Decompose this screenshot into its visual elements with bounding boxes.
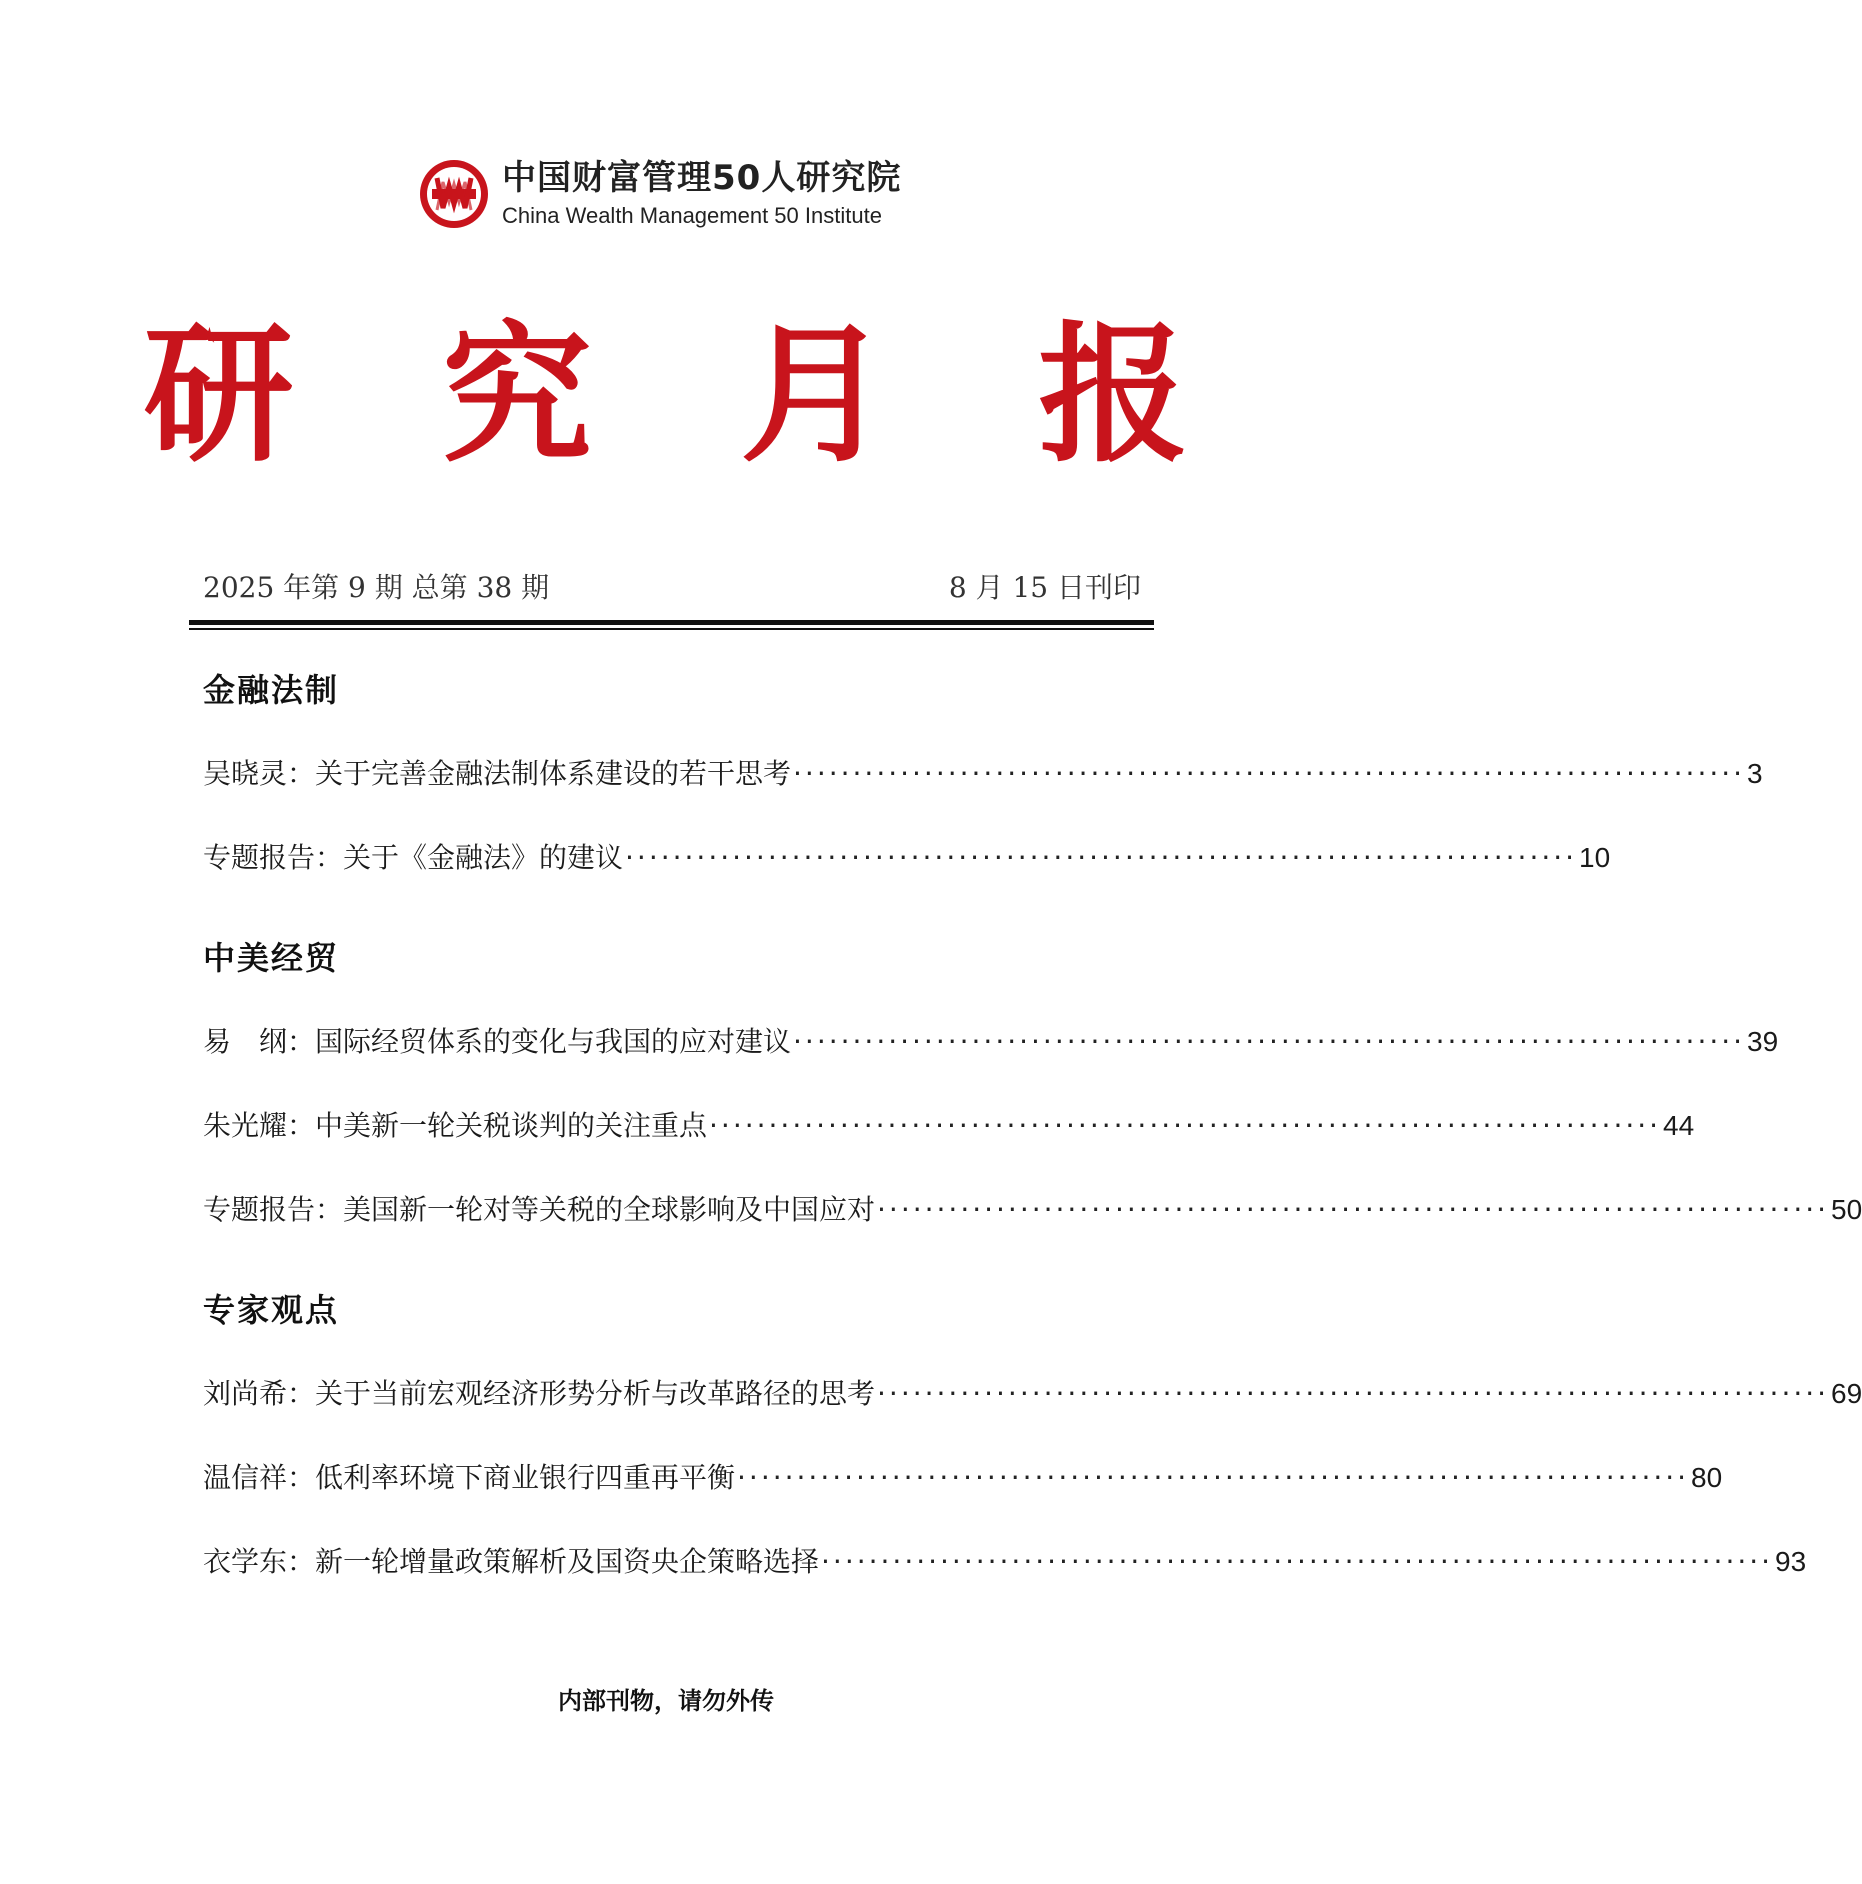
issue-info [203, 566, 1141, 606]
org-name-cn: 中国财富管理50人研究院 [502, 158, 902, 198]
issue-number: 2025 年第 9 期 总第 38 期 [203, 571, 550, 604]
toc-entry-text: 吴晓灵：关于完善金融法制体系建设的若干思考 [203, 757, 792, 790]
toc-entry-text: 温信祥：低利率环境下商业银行四重再平衡 [203, 1461, 736, 1494]
toc-entry-text: 衣学东：新一轮增量政策解析及国资央企策略选择 [203, 1545, 820, 1578]
toc-entry-page: 39 [1747, 1026, 1779, 1057]
toc-entry[interactable] [203, 1542, 1807, 1582]
header-rule-thick [189, 620, 1154, 625]
toc-entry[interactable] [203, 1374, 1862, 1414]
toc-entry[interactable] [203, 838, 1611, 878]
masthead-title: 研 究 月 报 [143, 307, 1237, 483]
toc-leader-dots: ················································································ [709, 1109, 1662, 1142]
toc-entry-page: 44 [1663, 1110, 1695, 1141]
org-name-en: China Wealth Management 50 Institute [502, 203, 882, 228]
toc-leader-dots: ················································································ [877, 1377, 1830, 1410]
toc-entry[interactable] [203, 754, 1763, 794]
org-logo [418, 158, 901, 230]
issue-date: 8 月 15 日刊印 [948, 571, 1141, 604]
header-rule-thin [189, 628, 1154, 630]
toc-entry-text: 易 纲：国际经贸体系的变化与我国的应对建议 [203, 1025, 792, 1058]
toc-entry[interactable] [203, 1190, 1862, 1230]
toc-entry-page: 10 [1579, 842, 1611, 873]
toc-entry-page: 50 [1831, 1194, 1862, 1225]
toc-entry-page: 69 [1831, 1378, 1862, 1409]
toc-entry-text: 刘尚希：关于当前宏观经济形势分析与改革路径的思考 [203, 1377, 876, 1410]
toc-section-title: 金融法制 [203, 671, 340, 709]
toc-leader-dots: ················································································ [793, 1025, 1746, 1058]
confidentiality-note: 内部刊物，请勿外传 [558, 1687, 774, 1715]
toc-entry-page: 3 [1747, 758, 1763, 789]
toc-entry-text: 专题报告：美国新一轮对等关税的全球影响及中国应对 [203, 1193, 876, 1226]
toc-entry[interactable] [203, 1022, 1779, 1062]
toc-leader-dots: ················································································ [821, 1545, 1774, 1578]
toc-entry-page: 80 [1691, 1462, 1723, 1493]
toc-leader-dots: ················································································ [877, 1193, 1830, 1226]
toc-leader-dots: ················································································ [737, 1461, 1690, 1494]
table-of-contents [203, 668, 1862, 1582]
toc-entry[interactable] [203, 1458, 1723, 1498]
toc-section-title: 中美经贸 [203, 939, 340, 977]
toc-entry[interactable] [203, 1106, 1695, 1146]
wm-logo-icon [418, 158, 490, 230]
toc-entry-text: 专题报告：关于《金融法》的建议 [203, 841, 624, 874]
toc-leader-dots: ················································································ [625, 841, 1578, 874]
toc-leader-dots: ················································································ [793, 757, 1746, 790]
org-name-block [502, 158, 901, 230]
toc-entry-text: 朱光耀：中美新一轮关税谈判的关注重点 [203, 1109, 708, 1142]
toc-section-title: 专家观点 [203, 1291, 340, 1329]
toc-entry-page: 93 [1775, 1546, 1807, 1577]
